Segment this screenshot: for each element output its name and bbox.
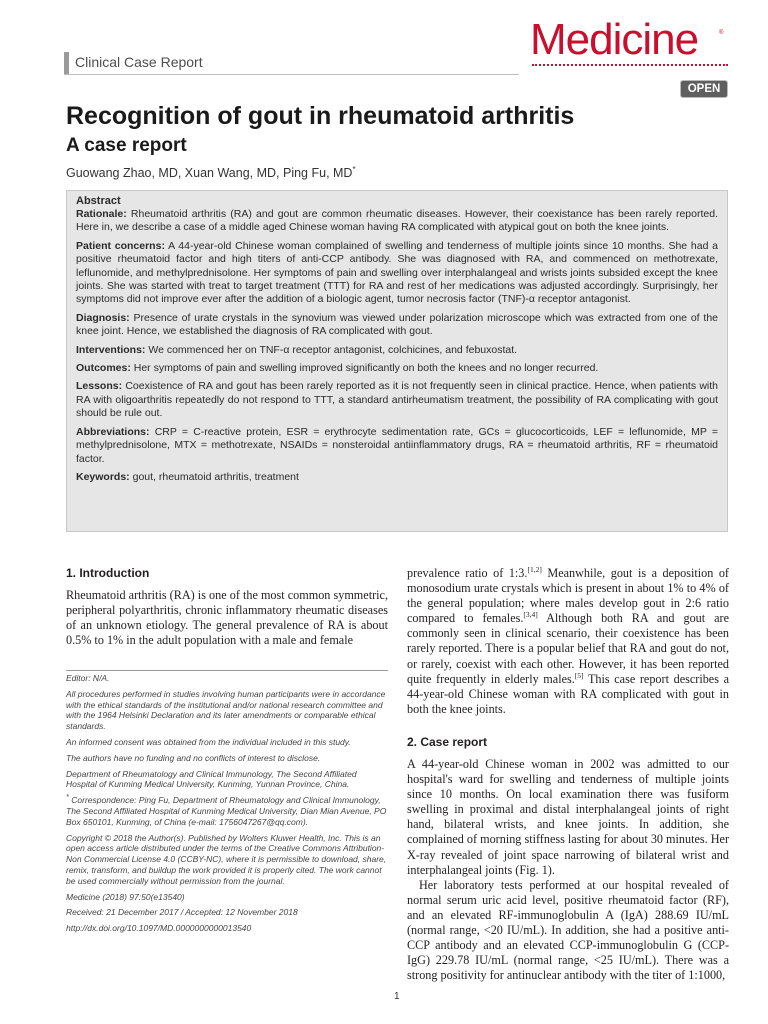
footnote-funding: The authors have no funding and no conflicts of interest to disclose. [66, 752, 321, 763]
abstract-text: Presence of urate crystals in the synovium was viewed under polarization microscope which was extracted from one of the knee joint. Hence, we established the diagnosis of RA complicated with gout. [76, 311, 718, 338]
right-column [407, 566, 729, 983]
footnote-correspondence [66, 792, 388, 827]
abstract-diagnosis [76, 312, 718, 339]
footnote-consent: An informed consent was obtained from the individual included in this study. [66, 736, 351, 747]
footnotes [66, 673, 388, 939]
abstract-label: Keywords: [76, 470, 130, 483]
abstract-box [66, 190, 728, 532]
abstract-lessons [76, 380, 718, 420]
logo-dotted-underline [532, 64, 728, 66]
abstract-outcomes [76, 362, 718, 375]
section-heading-introduction: 1. Introduction [66, 566, 150, 580]
section-label: Clinical Case Report [75, 54, 203, 70]
correspondence-text[interactable]: Correspondence: Ping Fu, Department of Rheumatology and Clinical Immunology, The Second Affiliated Hospital of Kunming Medical University, Dian Mian Avenue, PO Box 650101, Kunming, of China (e-mail: 1756047267@qq.com). [66, 795, 387, 827]
abstract-text: Rheumatoid arthritis (RA) and gout are common rheumatic diseases. However, their coexistance has been rarely reported. Here in, we describe a case of a middle aged Chinese woman having RA complicated with atypical gout on both the knee joints. [76, 208, 718, 234]
introduction-continued-paragraph [407, 566, 729, 717]
introduction-paragraph: Rheumatoid arthritis (RA) is one of the most common symmetric, peripheral polyarthritis, chronic inflammatory rheumatic diseases of an unknown etiology. The general prevalence of RA is about 0.5% to 1% in the adult population with a male and female [66, 588, 388, 648]
case-report-paragraph: A 44-year-old Chinese woman in 2002 was admitted to our hospital's ward for swelling and tenderness of multiple joints since 10 months. On local examination there was fusiform swelling in proximal and distal interphalangeal joints of right hand, bilateral wrists, and knee joints. In addition, she complained of morning stiffness lasting for about 30 minutes. Her X-ray revealed of joint space narrowing of bilateral wrist and interphalangeal joints (Fig. 1). [407, 756, 730, 877]
journal-logo[interactable]: Medicine [530, 15, 699, 64]
abstract-label: Abbreviations: [76, 425, 150, 438]
correspondence-mark: * [66, 792, 69, 802]
footnote-copyright: Copyright © 2018 the Author(s). Published by Wolters Kluwer Health, Inc. This is an open access article distributed under the terms of the Creative Commons Attribution-Non Commercial License 4.0 (CCBY-NC), where it is permissible to download, share, remix, transform, and buildup the work provided it is properly cited. The work cannot be used commercially without permission from the journal. [66, 832, 387, 886]
body-text: This case report describes a 44-year-old Chinese woman with RA complicated with gout in both the knee joints. [407, 671, 729, 716]
case-report-paragraph: Her laboratory tests performed at our hospital revealed of normal serum uric acid level, positive rheumatoid factor (RF), and an elevated RF-immunoglobulin A (IgA) 288.69 IU/mL (normal range, <20 IU/mL). In addition, she had a positive anti-CCP antibody and an elevated CCP-immunoglobulin G (CCP-IgG) 229.78 IU/mL (normal range, <25 IU/mL). There was a strong positivity for antinuclear antibody with the titer of 1:1000, [407, 877, 729, 983]
corresponding-author-mark: * [352, 164, 356, 174]
left-column [66, 566, 388, 648]
article-title: Recognition of gout in rheumatoid arthritis [66, 102, 575, 130]
abstract-abbreviations [76, 426, 718, 466]
doi-link[interactable]: http://dx.doi.org/10.1097/MD.0000000000013540 [66, 923, 252, 934]
abstract-interventions [76, 344, 718, 357]
page-number: 1 [394, 991, 400, 1002]
abstract-text: gout, rheumatoid arthritis, treatment [129, 470, 299, 483]
abstract-text: We commenced her on TNF-α receptor antagonist, colchicines, and febuxostat. [145, 343, 518, 356]
footnote-ethics: All procedures performed in studies involving human participants were in accordance with the ethical standards of the institutional and/or national research committee and with the 1964 Helsinki Declaration and its later amendments or comparable ethical standards. [66, 688, 386, 732]
author-names: Guowang Zhao, MD, Xuan Wang, MD, Ping Fu, MD [66, 166, 353, 180]
abstract-label: Diagnosis: [76, 311, 130, 324]
abstract-label: Interventions: [76, 343, 146, 356]
section-heading-case-report: 2. Case report [407, 734, 488, 749]
footnote-citation: Medicine (2018) 97:50(e13540) [66, 891, 185, 902]
footnote-affiliation: Department of Rheumatology and Clinical Immunology, The Second Affiliated Hospital of Kunming Medical University, Kunming, Yunnan Province, China. [66, 768, 357, 790]
abstract-text: Coexistence of RA and gout has been rarely reported as it is not frequently seen in clinical practice. Hence, when patients with RA with oligoarthritis repeatedly do not respond to TTT, a standard antirheumatism treatment, the possibility of RA complicating with gout should be rule out. [76, 380, 718, 420]
open-access-badge[interactable]: OPEN [680, 80, 728, 98]
header-divider [64, 74, 519, 75]
body-text: prevalence ratio of 1:3. [407, 566, 528, 580]
abstract-label: Rationale: [76, 208, 127, 220]
author-list [66, 166, 356, 180]
body-text: Although both RA and gout are commonly seen in clinical scenario, their coexistence has been rarely reported. There is a popular belief that RA and gout do not, or rarely, coexist with each other. However, it has been reported quite frequently in elderly males. [407, 611, 729, 686]
body-text: Meanwhile, gout is a deposition of monosodium urate crystals which is present in about 1% to 4% of the general population; where males develop gout in 2:6 ratio compared to females. [407, 566, 729, 626]
footnote-received: Received: 21 December 2017 / Accepted: 12 November 2018 [66, 907, 298, 918]
footnote-divider [66, 670, 388, 671]
abstract-keywords [76, 471, 718, 484]
section-label-bar [64, 52, 69, 74]
abstract-text: Her symptoms of pain and swelling improved significantly on both the knees and no longer recurred. [130, 362, 599, 375]
article-subtitle: A case report [66, 135, 187, 156]
abstract-label: Outcomes: [76, 362, 131, 375]
abstract-text: CRP = C-reactive protein, ESR = erythrocyte sedimentation rate, GCs = glucocorticoids, LEF = leflunomide, MP = methylprednisolone, MTX = methotrexate, NSAIDs = nonsteroidal antiinflammatory drugs, RA = rheumatoid arthritis, RF = rheumatoid factor. [76, 425, 718, 465]
citation-link[interactable]: [3,4] [523, 610, 538, 620]
citation-link[interactable]: [5] [574, 670, 584, 680]
citation-link[interactable]: [1,2] [527, 564, 542, 574]
footnote-editor: Editor: N/A. [66, 673, 110, 683]
abstract-text: A 44-year-old Chinese woman complained of swelling and tenderness of multiple joints since 10 months. She had a positive rheumatoid factor and high titers of anti-CCP antibody. She was diagnosed with RA, and commenced on methotrexate, leflunomide, and methylprednisolone. Her symptoms of pain and swelling over interphalangeal and wrists joints subsided except the knee joints. She was started with treat to target treatment (TTT) for RA and rest of her medications was adjusted accordingly. Surprisingly, her symptoms did not improve ever after the addition of a biologic agent, tumor necrosis factor (TNF)-α receptor antagonist. [76, 239, 718, 306]
abstract-label: Lessons: [76, 380, 123, 393]
abstract-label: Patient concerns: [76, 239, 165, 252]
abstract-rationale [76, 208, 718, 235]
abstract-heading: Abstract [76, 195, 121, 207]
abstract-patient-concerns [76, 240, 718, 307]
registered-mark: ® [719, 30, 724, 36]
